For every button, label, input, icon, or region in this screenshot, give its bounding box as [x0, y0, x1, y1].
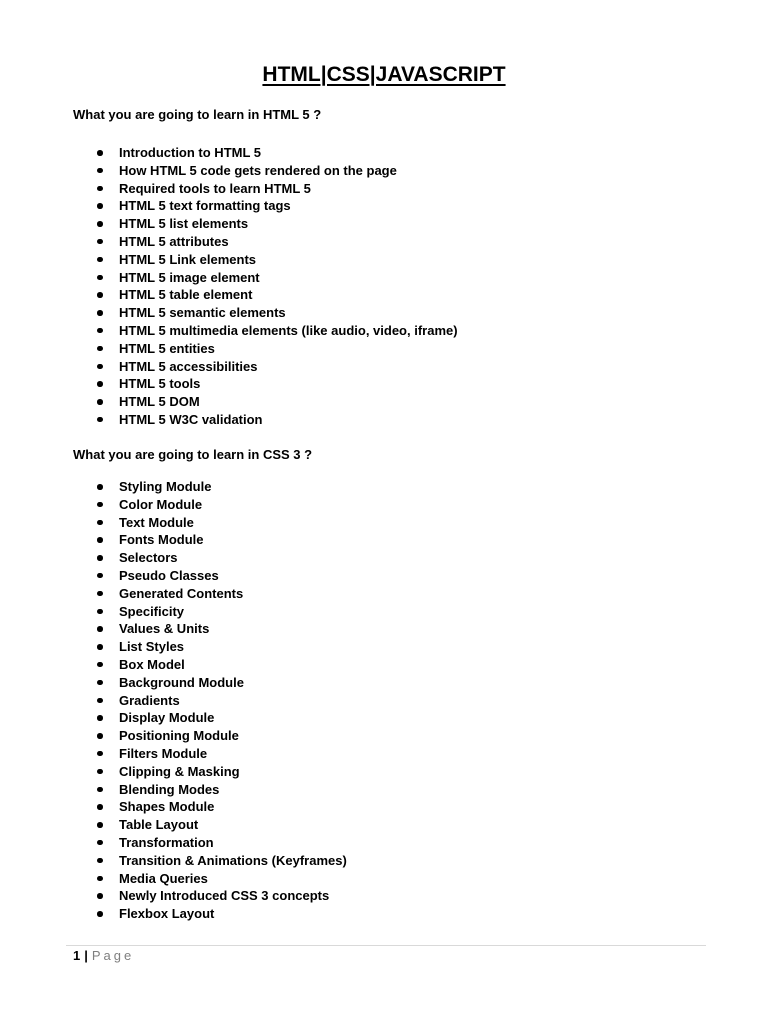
list-item: HTML 5 list elements	[96, 215, 458, 233]
list-item: Color Module	[96, 496, 347, 514]
list-item: HTML 5 text formatting tags	[96, 197, 458, 215]
footer-separator: |	[84, 948, 88, 963]
list-item: Clipping & Masking	[96, 763, 347, 781]
list-item: Media Queries	[96, 870, 347, 888]
list-item: Specificity	[96, 603, 347, 621]
list-item: Text Module	[96, 514, 347, 532]
list-item: Styling Module	[96, 478, 347, 496]
list-item: Introduction to HTML 5	[96, 144, 458, 162]
list-item: HTML 5 attributes	[96, 233, 458, 251]
list-item: Table Layout	[96, 816, 347, 834]
list-item: Display Module	[96, 709, 347, 727]
page-number: 1	[73, 948, 81, 963]
list-item: Fonts Module	[96, 531, 347, 549]
list-item: Generated Contents	[96, 585, 347, 603]
list-item: Newly Introduced CSS 3 concepts	[96, 887, 347, 905]
list-item: Required tools to learn HTML 5	[96, 180, 458, 198]
list-item: How HTML 5 code gets rendered on the page	[96, 162, 458, 180]
page-label: Page	[91, 948, 135, 963]
list-item: Pseudo Classes	[96, 567, 347, 585]
list-item: HTML 5 multimedia elements (like audio, video, iframe)	[96, 322, 458, 340]
page-title-text: HTML|CSS|JAVASCRIPT	[262, 63, 506, 86]
list-item: Transition & Animations (Keyframes)	[96, 852, 347, 870]
list-item: Box Model	[96, 656, 347, 674]
list-item: Selectors	[96, 549, 347, 567]
page-footer	[73, 947, 134, 965]
list-item: Shapes Module	[96, 798, 347, 816]
html-topics-list	[96, 144, 458, 429]
list-item: Positioning Module	[96, 727, 347, 745]
list-item: Transformation	[96, 834, 347, 852]
list-item: HTML 5 DOM	[96, 393, 458, 411]
list-item: Background Module	[96, 674, 347, 692]
html-section-heading: What you are going to learn in HTML 5 ?	[73, 107, 322, 122]
css-topics-list	[96, 478, 347, 923]
list-item: Values & Units	[96, 620, 347, 638]
list-item: List Styles	[96, 638, 347, 656]
css-section-heading: What you are going to learn in CSS 3 ?	[73, 447, 313, 462]
list-item: HTML 5 table element	[96, 286, 458, 304]
list-item: Gradients	[96, 692, 347, 710]
footer-divider	[66, 945, 706, 946]
list-item: HTML 5 semantic elements	[96, 304, 458, 322]
list-item: HTML 5 Link elements	[96, 251, 458, 269]
list-item: HTML 5 entities	[96, 340, 458, 358]
list-item: HTML 5 accessibilities	[96, 358, 458, 376]
list-item: Flexbox Layout	[96, 905, 347, 923]
page-title	[0, 60, 768, 90]
list-item: Filters Module	[96, 745, 347, 763]
list-item: HTML 5 W3C validation	[96, 411, 458, 429]
list-item: HTML 5 tools	[96, 375, 458, 393]
list-item: Blending Modes	[96, 781, 347, 799]
list-item: HTML 5 image element	[96, 269, 458, 287]
